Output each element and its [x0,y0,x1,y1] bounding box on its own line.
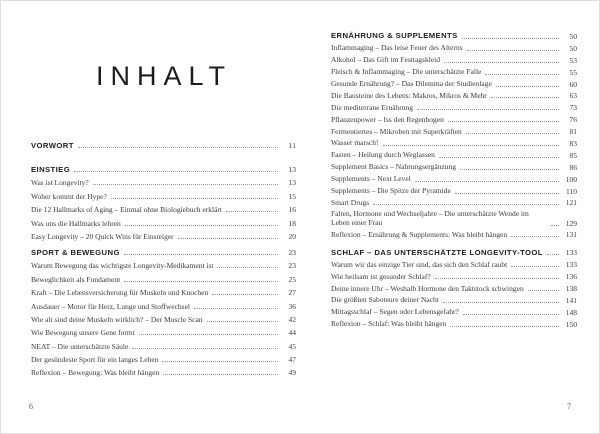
entry-title: Beweglichkeit als Fundament [31,274,121,284]
entry-page-number: 45 [288,341,296,351]
dot-leader [212,294,278,295]
dot-leader [383,145,559,146]
entry-title: Fermentiertes – Mikroben mit Superkräften [331,126,462,136]
entry-title: Was uns die Hallmarks lehren [31,218,121,228]
toc-entry [331,115,577,124]
entry-title: NEAT – Die unterschätzte Säule [31,341,129,351]
dot-leader [207,321,278,322]
toc-entry [331,139,577,148]
entry-title: Die Bausteine des Lebens: Makros, Mikros & Mehr [331,90,487,100]
entry-title: Wie Bewegung unsere Gene formt [31,328,135,338]
dot-leader [162,361,278,362]
entry-page-number: 81 [569,127,577,137]
dot-leader [124,281,278,282]
entry-title: Fleisch & Inflammaging – Die unterschätzte Falle [331,67,482,77]
entry-title: Woher kommt der Hype? [31,191,107,201]
dot-leader [417,109,559,110]
entry-page-number: 25 [288,274,296,284]
entry-page-number: 50 [569,43,577,53]
toc-entry [331,151,577,160]
dot-leader [435,278,559,279]
toc-section [331,248,577,328]
entry-title: Wasser marsch! [331,138,379,148]
toc-section-header [31,141,296,150]
toc-section-header [31,248,296,257]
entry-title: Reflexion – Ernährung & Supplements: Was bleibt hängen [331,229,508,239]
toc-entry [331,175,577,184]
entry-page-number: 63 [569,91,577,101]
toc-section [31,141,296,150]
toc-section [31,165,296,241]
entry-page-number: 141 [565,296,577,305]
toc-section [31,248,296,378]
entry-title: Was ist Longevity? [31,178,89,188]
entry-page-number: 83 [569,139,577,149]
toc-entry [31,219,296,228]
entry-title: Fasten – Heilung durch Weglassen [331,150,435,160]
entry-page-number: 27 [288,288,296,298]
dot-leader [443,302,559,303]
section-title: SCHLAF – DAS UNTERSCHÄTZTE LONGEVITY-TOOL [331,247,543,257]
dot-leader [463,314,559,315]
entry-title: Supplement Basics – Nahrungsergänzung [331,162,457,172]
entry-page-number: 55 [569,67,577,77]
entry-page-number: 53 [569,55,577,65]
dot-leader [217,267,278,268]
dot-leader [132,348,278,349]
toc-right-page-column [331,32,577,338]
dot-leader [163,374,278,375]
entry-page-number: 131 [565,230,577,240]
dot-leader [444,62,559,63]
toc-entry [331,103,577,112]
toc-entry [331,272,577,281]
entry-title: Kraft – Die Lebensversicherung für Muskeln und Knochen [31,288,209,298]
entry-page-number: 13 [288,178,296,188]
entry-page-number: 85 [569,150,577,160]
entry-page-number: 50 [569,32,577,41]
entry-title: Mittagsschlaf – Segen oder Lebensgefahr? [331,307,459,317]
dot-leader [491,97,559,98]
entry-page-number: 49 [288,368,296,378]
entry-title: Wie alt sind deine Muskeln wirklich? – Der Muscle Scan [31,314,203,324]
toc-entry [331,260,577,269]
entry-title: Gesunde Ernährung? – Das Dilemma der Studienlage [331,78,492,88]
dot-leader [74,171,278,172]
entry-page-number: 42 [288,314,296,324]
toc-entry [31,328,296,337]
toc-entry [31,302,296,311]
toc-entry [31,192,296,201]
dot-leader [78,147,278,148]
entry-title: Warum Bewegung das wichtigste Longevity-Medikament ist [31,261,214,271]
dot-leader [139,334,278,335]
toc-section [331,32,577,239]
entry-title: Der gesündeste Sport für ein langes Leben [31,355,159,365]
dot-leader [496,86,559,87]
toc-entry [31,368,296,377]
dot-leader [194,308,278,309]
entry-title: Die mediterrane Ernährung [331,102,414,112]
left-page-folio-number: 6 [29,402,33,411]
toc-entry [331,163,577,172]
entry-title: Wie heilsam ist gesunder Schlaf? [331,271,431,281]
entry-page-number: 148 [565,307,577,317]
entry-page-number: 13 [288,165,296,174]
entry-page-number: 100 [565,174,577,184]
dot-leader [511,266,559,267]
entry-page-number: 23 [288,261,296,271]
toc-section-header [31,165,296,174]
entry-page-number: 47 [288,355,296,365]
dot-leader [450,326,559,327]
entry-title: Reflexion – Schlaf: Was bleibt hängen [331,319,447,329]
toc-entry [331,80,577,89]
toc-entry [31,232,296,241]
dot-leader [467,50,559,51]
dot-leader [111,198,278,199]
entry-title: Reflexion – Bewegung: Was bleibt hängen [31,368,160,378]
toc-entry [331,68,577,77]
entry-page-number: 44 [288,328,296,338]
entry-page-number: 86 [569,162,577,172]
toc-left-page-column [31,141,296,384]
dot-leader [462,38,559,39]
toc-entry [31,355,296,364]
entry-title: Pflanzenpower – Iss den Regenbogen [331,114,444,124]
dot-leader [439,157,559,158]
dot-leader [226,211,278,212]
toc-entry [31,288,296,297]
toc-entry [31,315,296,324]
entry-page-number: 36 [288,301,296,311]
entry-title: Easy Longevity – 20 Quick Wins für Einsteiger [31,231,174,241]
dot-leader [455,193,559,194]
entry-page-number: 11 [288,141,296,150]
toc-section-header [331,248,577,257]
entry-page-number: 133 [565,260,577,270]
dot-leader [511,236,559,237]
dot-leader [373,204,559,205]
entry-page-number: 136 [565,272,577,282]
entry-title: Die größten Saboteure deiner Nacht [331,295,439,305]
dot-leader [551,225,559,226]
toc-entry [331,187,577,196]
toc-entry [331,210,577,227]
dot-leader [528,290,559,291]
section-title: SPORT & BEWEGUNG [31,247,120,257]
dot-leader [485,74,559,75]
entry-title: Deine innere Uhr – Weshalb Hormone den Taktstock schwingen [331,283,524,293]
toc-entry [331,284,577,293]
toc-entry [331,230,577,239]
entry-page-number: 73 [569,103,577,113]
entry-title: Ausdauer – Motor für Herz, Lunge und Stoffwechsel [31,301,190,311]
section-title: EINSTIEG [31,165,71,174]
entry-title: Inflammaging – Das leise Feuer des Alterns [331,43,463,53]
entry-page-number: 16 [288,205,296,215]
toc-entry [31,342,296,351]
toc-entry [331,320,577,329]
dot-leader [125,225,278,226]
dot-leader [178,238,278,239]
section-title: VORWORT [31,141,74,150]
entry-title: Smart Drugs [331,197,370,207]
dot-leader [448,121,559,122]
entry-page-number: 15 [288,191,296,201]
toc-entry [331,296,577,305]
toc-entry [331,91,577,100]
toc-entry [331,308,577,317]
page-title: INHALT [95,61,232,91]
toc-entry [331,127,577,136]
entry-title: Supplements – Next Level [331,174,411,184]
entry-title: Die 12 Hallmarks of Aging – Einmal ohne Biologiebuch erklärt [31,205,223,215]
entry-title: Falten, Hormone und Wechseljahre – Die unterschätzte Wende im Leben einer Frau [331,209,529,227]
dot-leader [466,133,559,134]
dot-leader [93,184,278,185]
entry-page-number: 138 [565,284,577,294]
entry-page-number: 110 [566,186,577,196]
entry-page-number: 20 [288,231,296,241]
toc-entry [31,178,296,187]
toc-entry [31,205,296,214]
entry-page-number: 76 [569,115,577,125]
toc-section-header [331,32,577,41]
entry-page-number: 60 [569,79,577,89]
entry-page-number: 150 [565,319,577,329]
toc-entry [331,44,577,53]
section-title: ERNÄHRUNG & SUPPLEMENTS [331,31,458,41]
dot-leader [124,254,278,255]
entry-page-number: 133 [565,248,577,258]
right-page-folio-number: 7 [567,402,571,411]
dot-leader [460,169,559,170]
entry-page-number: 18 [288,218,296,228]
toc-entry [331,198,577,207]
dot-leader [415,181,559,182]
entry-title: Warum wir das einzige Tier sind, das sich den Schlaf raubt [331,259,508,269]
entry-page-number: 121 [565,198,577,208]
entry-title: Alkohol – Das Gift im Festtagskleid [331,55,440,65]
entry-page-number: 129 [565,218,577,228]
dot-leader [547,254,559,255]
entry-page-number: 23 [288,247,296,257]
toc-entry [31,275,296,284]
toc-entry [331,56,577,65]
entry-title: Supplements – Die Spitze der Pyramide [331,185,451,195]
toc-entry [31,261,296,270]
